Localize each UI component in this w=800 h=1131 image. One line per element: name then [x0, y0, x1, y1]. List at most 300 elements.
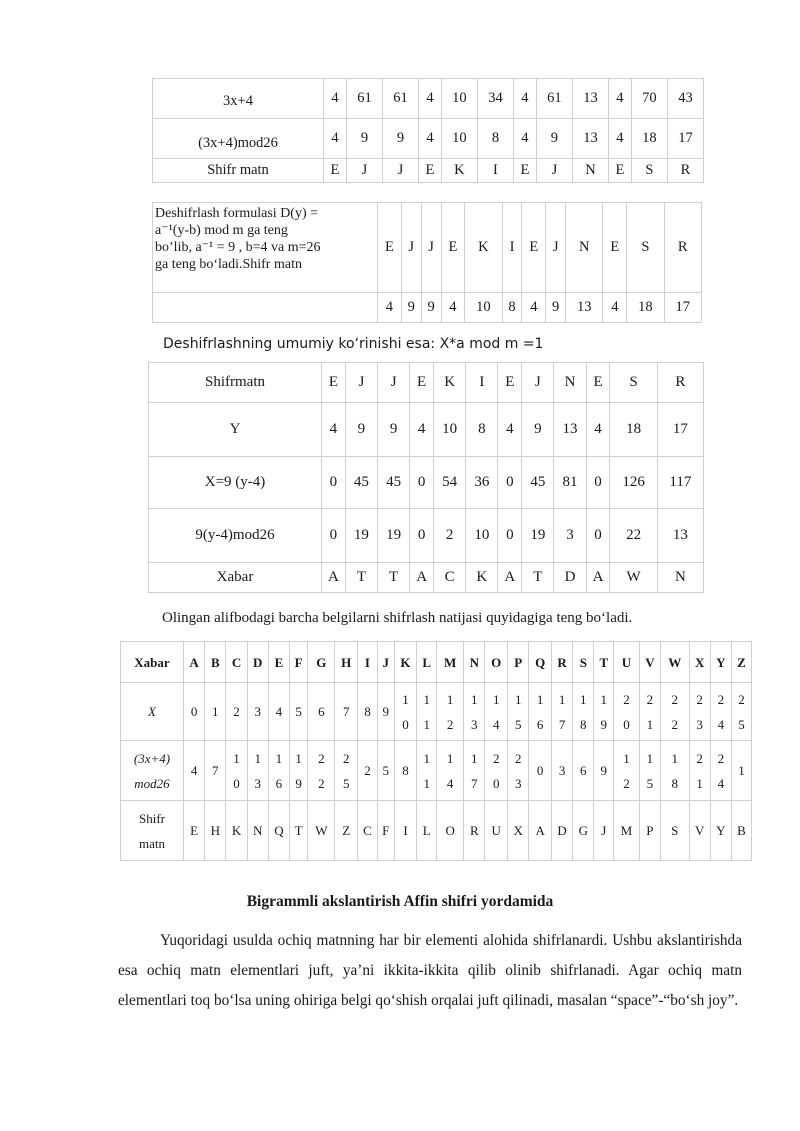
table-row [121, 801, 752, 861]
table-cell: J [522, 363, 554, 403]
table-cell: 9 [346, 119, 382, 159]
digit: 1 [623, 750, 630, 766]
table-cell: J [377, 642, 394, 683]
table-cell: N [657, 563, 703, 593]
table-cell: J [536, 159, 572, 183]
table-cell [308, 741, 335, 801]
row-label: X [121, 683, 184, 741]
table-cell: 13 [554, 403, 586, 457]
table-cell: 5 [290, 683, 308, 741]
table-cell: U [614, 642, 640, 683]
table-cell: 70 [631, 79, 667, 119]
table-cell: 9 [522, 403, 554, 457]
digit: 8 [580, 716, 587, 732]
digit: 1 [254, 750, 261, 766]
table-cell [464, 741, 485, 801]
table-cell: Z [731, 642, 751, 683]
digit: 3 [254, 775, 261, 791]
digit: 1 [600, 691, 608, 707]
table-cell [508, 683, 529, 741]
row-label: 9(y-4)mod26 [149, 509, 322, 563]
table-cell: T [378, 563, 410, 593]
table-cell: E [441, 203, 465, 293]
formula-line: Deshifrlash formulasi D(y) = [155, 206, 319, 221]
digit: 2 [342, 750, 350, 766]
digit: 0 [623, 716, 630, 732]
digit: 1 [514, 691, 522, 707]
digit: 8 [671, 775, 679, 791]
table-cell: B [731, 801, 751, 861]
table-cell: 17 [664, 293, 701, 323]
digit: 1 [696, 775, 703, 791]
formula-line: a⁻¹(y-b) mod m ga teng [155, 223, 288, 238]
digit: 1 [671, 750, 679, 766]
decryption-formula-table [152, 202, 702, 323]
table-cell: J [345, 363, 377, 403]
table-row [149, 509, 704, 563]
table-cell: 10 [466, 509, 498, 563]
digit: 1 [536, 691, 544, 707]
digit: 2 [514, 750, 522, 766]
table-cell: Y [710, 642, 731, 683]
table-cell [247, 741, 268, 801]
table-cell: C [434, 563, 466, 593]
table-cell: A [410, 563, 434, 593]
row-label: (3x+4)mod26 [153, 119, 324, 159]
digit: 1 [558, 691, 566, 707]
table-row [149, 457, 704, 509]
table-cell [710, 683, 731, 741]
formula-description [153, 203, 378, 293]
table-cell: D [554, 563, 586, 593]
table-cell: 61 [536, 79, 572, 119]
table-cell: 7 [335, 683, 358, 741]
digit: 4 [717, 775, 725, 791]
table-cell: F [377, 801, 394, 861]
row-label [121, 741, 184, 801]
table-cell: 4 [418, 79, 441, 119]
table-cell: T [522, 563, 554, 593]
table-cell: 0 [586, 509, 610, 563]
table-cell [417, 683, 437, 741]
table-cell: L [417, 642, 437, 683]
table-cell [290, 741, 308, 801]
table-cell: 4 [608, 79, 631, 119]
table-cell: Z [335, 801, 358, 861]
table-cell: 13 [572, 79, 608, 119]
table-cell: I [394, 801, 417, 861]
digit: 1 [275, 750, 283, 766]
table-cell: J [546, 203, 566, 293]
table-cell: 13 [657, 509, 703, 563]
table-cell: 17 [657, 403, 703, 457]
table-cell: 4 [324, 79, 347, 119]
table-row [153, 293, 702, 323]
table-cell: P [508, 642, 529, 683]
table-cell [335, 741, 358, 801]
table-cell: E [324, 159, 347, 183]
digit: 5 [646, 775, 654, 791]
table-cell: 4 [378, 293, 402, 323]
table-cell: E [603, 203, 627, 293]
digit: 4 [446, 775, 454, 791]
table-cell: 4 [513, 79, 536, 119]
table-cell: T [345, 563, 377, 593]
table-cell [660, 741, 689, 801]
digit: 2 [623, 775, 630, 791]
table-row [121, 642, 752, 683]
table-cell: E [586, 363, 610, 403]
table-cell: 4 [608, 119, 631, 159]
table-cell: A [586, 563, 610, 593]
table-cell: 0 [410, 457, 434, 509]
digit: 3 [696, 716, 703, 732]
table-cell: E [498, 363, 522, 403]
table-cell: S [627, 203, 664, 293]
digit: 7 [558, 716, 566, 732]
table-cell: 2 [434, 509, 466, 563]
digit: 0 [492, 775, 500, 791]
table-cell: N [247, 801, 268, 861]
digit: 3 [514, 775, 522, 791]
table-cell: G [308, 642, 335, 683]
table-cell: 0 [586, 457, 610, 509]
row-label: Shifr matn [153, 159, 324, 183]
table-cell: D [552, 801, 573, 861]
table-cell: C [226, 642, 247, 683]
table-cell: T [290, 801, 308, 861]
table-cell: K [465, 203, 502, 293]
table-cell: 8 [477, 119, 513, 159]
table-cell: P [639, 801, 660, 861]
row-label: Xabar [149, 563, 322, 593]
table-cell: E [608, 159, 631, 183]
table-cell: 6 [573, 741, 594, 801]
table-cell: N [572, 159, 608, 183]
row-label: X=9 (y-4) [149, 457, 322, 509]
table-cell: 10 [434, 403, 466, 457]
empty-cell [153, 293, 378, 323]
table-cell: 0 [322, 457, 346, 509]
digit: 0 [402, 716, 409, 732]
table-row [153, 119, 704, 159]
table-cell: 61 [346, 79, 382, 119]
table-row [153, 79, 704, 119]
body-paragraph [118, 926, 742, 1016]
digit: 1 [423, 716, 430, 732]
table-cell: 22 [610, 509, 657, 563]
digit: 1 [295, 750, 302, 766]
table-cell: X [508, 801, 529, 861]
table-cell [437, 741, 464, 801]
table-cell: A [498, 563, 522, 593]
table-cell: 7 [205, 741, 226, 801]
table-cell [417, 741, 437, 801]
digit: 1 [646, 750, 654, 766]
table-cell [485, 741, 508, 801]
table-cell: 9 [382, 119, 418, 159]
table-cell: 4 [418, 119, 441, 159]
table-cell: C [358, 801, 378, 861]
table-cell: 4 [322, 403, 346, 457]
table-row [121, 683, 752, 741]
table-cell: 5 [377, 741, 394, 801]
table-cell: E [522, 203, 546, 293]
table-cell: 3 [552, 741, 573, 801]
table-cell: 19 [378, 509, 410, 563]
table-cell: K [466, 563, 498, 593]
table-cell: 18 [610, 403, 657, 457]
table-cell: O [485, 642, 508, 683]
table-cell: N [554, 363, 586, 403]
row-label: 3x+4 [153, 79, 324, 119]
table-cell: 19 [522, 509, 554, 563]
digit: 6 [536, 716, 544, 732]
table-cell: 4 [184, 741, 205, 801]
table-cell: 45 [522, 457, 554, 509]
digit: 6 [275, 775, 283, 791]
row-label: Shifrmatn [149, 363, 322, 403]
table-cell: H [205, 801, 226, 861]
section-heading: Bigrammli akslantirish Affin shifri yordamida [246, 893, 554, 910]
table-row [121, 741, 752, 801]
table-cell: 4 [522, 293, 546, 323]
table-cell: 1 [205, 683, 226, 741]
table-cell: 61 [382, 79, 418, 119]
table-cell [614, 741, 640, 801]
table-cell [614, 683, 640, 741]
table-cell: 9 [378, 403, 410, 457]
table-cell: R [552, 642, 573, 683]
digit: 2 [492, 750, 500, 766]
table-cell: K [441, 159, 477, 183]
caption-alphabet-result: Olingan alifbodagi barcha belgilarni shifrlash natijasi quyidagiga teng bo‘ladi. [162, 610, 633, 626]
table-cell: F [290, 642, 308, 683]
table-cell [689, 741, 710, 801]
table-cell: 13 [566, 293, 603, 323]
table-cell: 8 [502, 293, 522, 323]
table-cell: S [610, 363, 657, 403]
caption-general-form: Deshifrlashning umumiy ko‘rinishi esa: X*a mod m =1 [163, 336, 544, 352]
table-cell: 117 [657, 457, 703, 509]
label-line: matn [139, 835, 165, 851]
table-cell: S [631, 159, 667, 183]
digit: 2 [646, 691, 654, 707]
table-cell: W [660, 642, 689, 683]
row-label [121, 801, 184, 861]
digit: 1 [471, 691, 478, 707]
table-cell [529, 683, 552, 741]
table-cell [552, 683, 573, 741]
table-cell: 34 [477, 79, 513, 119]
digit: 2 [671, 691, 679, 707]
digit: 2 [696, 750, 703, 766]
table-cell: A [529, 801, 552, 861]
table-cell: J [346, 159, 382, 183]
table-cell: 4 [441, 293, 465, 323]
table-cell [394, 683, 417, 741]
digit: 1 [492, 691, 500, 707]
table-cell: M [614, 801, 640, 861]
table-cell: E [418, 159, 441, 183]
table-cell: W [610, 563, 657, 593]
digit: 1 [446, 691, 454, 707]
table-cell: 4 [498, 403, 522, 457]
digit: 1 [233, 750, 240, 766]
table-cell: 45 [378, 457, 410, 509]
label-line: (3x+4) [133, 750, 171, 766]
table-row [153, 159, 704, 183]
table-cell: 8 [358, 683, 378, 741]
table-cell: 9 [401, 293, 421, 323]
table-cell: 4 [586, 403, 610, 457]
table-cell: M [437, 642, 464, 683]
table-cell: 126 [610, 457, 657, 509]
table-cell: 4 [513, 119, 536, 159]
row-label: Xabar [121, 642, 184, 683]
table-cell: D [247, 642, 268, 683]
table-row [149, 363, 704, 403]
digit: 2 [696, 691, 703, 707]
table-cell: 13 [572, 119, 608, 159]
table-cell: 0 [322, 509, 346, 563]
table-cell: V [689, 801, 710, 861]
table-cell: E [513, 159, 536, 183]
table-cell: N [566, 203, 603, 293]
table-cell: X [689, 642, 710, 683]
table-cell: K [434, 363, 466, 403]
digit: 2 [318, 775, 325, 791]
table-cell: 43 [667, 79, 703, 119]
digit: 4 [717, 716, 725, 732]
table-cell: Y [710, 801, 731, 861]
digit: 2 [738, 691, 745, 707]
digit: 1 [471, 750, 478, 766]
table-cell: 10 [465, 293, 502, 323]
table-cell [639, 683, 660, 741]
table-cell: G [573, 801, 594, 861]
table-cell: J [382, 159, 418, 183]
table-row [149, 403, 704, 457]
table-cell: 0 [529, 741, 552, 801]
digit: 4 [492, 716, 500, 732]
table-cell [437, 683, 464, 741]
table-cell: B [205, 642, 226, 683]
digit: 5 [514, 716, 522, 732]
table-cell: A [184, 642, 205, 683]
table-cell: T [594, 642, 614, 683]
label-line: mod26 [134, 775, 170, 791]
table-cell: 19 [345, 509, 377, 563]
table-row [149, 563, 704, 593]
table-cell [485, 683, 508, 741]
table-cell: I [502, 203, 522, 293]
table-cell: 1 [731, 741, 751, 801]
row-label: Y [149, 403, 322, 457]
digit: 2 [717, 691, 725, 707]
table-cell: I [358, 642, 378, 683]
digit: 0 [233, 775, 240, 791]
digit: 1 [446, 750, 454, 766]
table-cell: 54 [434, 457, 466, 509]
table-cell: 4 [603, 293, 627, 323]
table-cell [226, 741, 247, 801]
table-cell [731, 683, 751, 741]
table-cell: R [664, 203, 701, 293]
table-cell: 18 [631, 119, 667, 159]
table-cell: 10 [441, 119, 477, 159]
table-cell: Q [529, 642, 552, 683]
table-cell: L [417, 801, 437, 861]
table-cell: V [639, 642, 660, 683]
table-cell: 18 [627, 293, 664, 323]
table-cell: J [378, 363, 410, 403]
table-cell: I [466, 363, 498, 403]
table-cell [268, 741, 289, 801]
digit: 2 [446, 716, 454, 732]
digit: 3 [471, 716, 478, 732]
digit: 2 [671, 716, 679, 732]
digit: 1 [402, 691, 409, 707]
paragraph-text: Yuqoridagi usulda ochiq matnning har bir elementi alohida shifrlanardi. Ushbu akslantirishda esa ochiq matn elementlari juft, ya’ni ikkita-ikkita qilib olinib shifrlanadi. Agar ochiq matn elementlari toq bo‘lsa uning ohiriga belgi qo‘shish orqalai juft qilinadi, masalan “space”-“bo‘sh joy”. [118, 932, 742, 1009]
table-cell [573, 683, 594, 741]
table-cell [464, 683, 485, 741]
table-cell: R [464, 801, 485, 861]
table-cell: 3 [554, 509, 586, 563]
table-cell: W [308, 801, 335, 861]
table-cell: 0 [184, 683, 205, 741]
digit: 1 [423, 750, 430, 766]
table-cell: E [184, 801, 205, 861]
table-cell: 3 [247, 683, 268, 741]
digit: 1 [646, 716, 654, 732]
table-cell: H [335, 642, 358, 683]
table-cell: 6 [308, 683, 335, 741]
label-line: Shifr [139, 810, 165, 826]
table-cell: 9 [421, 293, 441, 323]
table-cell: 81 [554, 457, 586, 509]
table-cell: N [464, 642, 485, 683]
digit: 9 [600, 716, 608, 732]
table-cell [508, 741, 529, 801]
table-cell: O [437, 801, 464, 861]
table-cell: E [268, 642, 289, 683]
digit: 5 [738, 716, 745, 732]
digit: 7 [471, 775, 478, 791]
table-cell: 0 [498, 509, 522, 563]
table-cell: 0 [498, 457, 522, 509]
table-cell: U [485, 801, 508, 861]
table-cell: 9 [594, 741, 614, 801]
table-cell: J [401, 203, 421, 293]
table-cell: 9 [345, 403, 377, 457]
table-cell: 10 [441, 79, 477, 119]
digit: 1 [423, 775, 430, 791]
table-cell [660, 683, 689, 741]
digit: 1 [423, 691, 430, 707]
table-cell: R [667, 159, 703, 183]
digit: 2 [318, 750, 325, 766]
table-cell: 2 [226, 683, 247, 741]
digit: 9 [295, 775, 302, 791]
table-cell: Q [268, 801, 289, 861]
formula-line: bo’lib, a⁻¹ = 9 , b=4 va m=26 [155, 240, 321, 255]
table-cell: E [410, 363, 434, 403]
digit: 2 [717, 750, 725, 766]
table-cell: 0 [410, 509, 434, 563]
table-cell: 36 [466, 457, 498, 509]
table-cell [594, 683, 614, 741]
